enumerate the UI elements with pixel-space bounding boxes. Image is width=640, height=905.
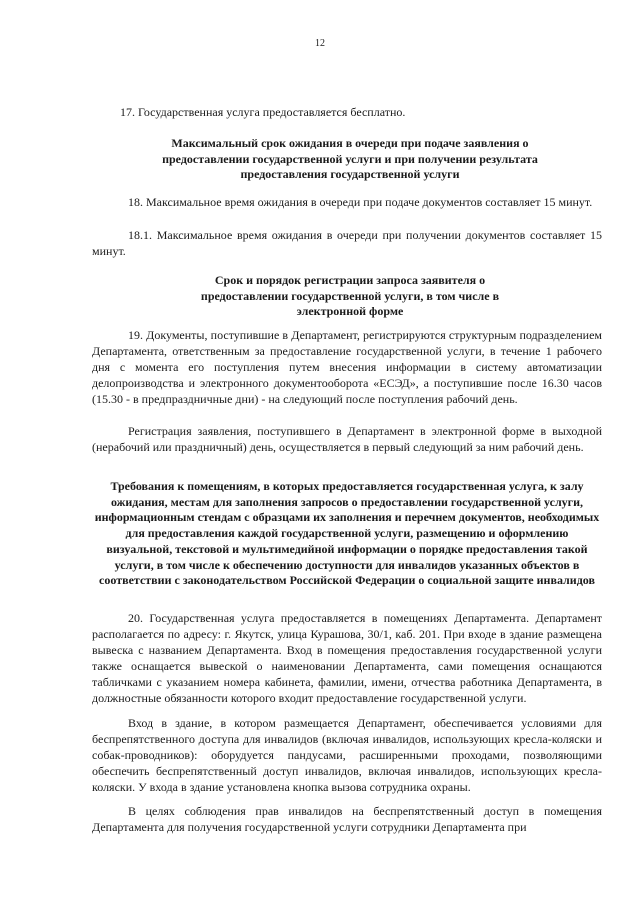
paragraph-17: 17. Государственная услуга предоставляется бесплатно. [120, 105, 406, 119]
paragraph-18-1: 18.1. Максимальное время ожидания в очереди при получении документов составляет 15 минут. [92, 228, 602, 258]
paragraph-20-entrance: Вход в здание, в котором размещается Департамент, обеспечивается условиями для беспрепятственного доступа для инвалидов (включая инвалидов, использующих кресла-коляски и собак-проводников): оборудуется пандусами, расширенными проходами, позволяющими обеспечить беспрепятственный доступ инвалидов, включая инвалидов, использующих кресла-коляски. У входа в здание установлена кнопка вызова сотрудника охраны. [92, 716, 602, 794]
paragraph-20: 20. Государственная услуга предоставляется в помещениях Департамента. Департамент располагается по адресу: г. Якутск, улица Курашова, 30/1, каб. 201. При входе в здание размещена вывеска с названием Департамента. Вход в помещения предоставления государственной услуги также оснащается вывеской о наименовании Департамента, сами помещения оснащаются табличками с указанием номера кабинета, фамилии, имени, отчества работника Департамента, в должностные обязанности которого входит предоставление государственной услуги. [92, 611, 602, 705]
paragraph-19: 19. Документы, поступившие в Департамент, регистрируются структурным подразделением Департамента, ответственным за предоставление государственной услуги, в течение 1 рабочего дня с момента его поступления путем внесения информации в систему автоматизации делопроизводства и электронного документооборота «ЕСЭД», а поступившие после 16.30 часов (15.30 - в предпраздничные дни) - на следующий после поступления рабочий день. [92, 328, 602, 406]
paragraph-18: 18. Максимальное время ожидания в очереди при подаче документов составляет 15 минут. [128, 195, 593, 209]
heading-premises-requirements: Требования к помещениям, в которых предоставляется государственная услуга, к залу ожидания, местам для заполнения запросов о предоставлении государственной услуги, информационным стендам с образцами их заполнения и перечнем документов, необходимых для предоставления каждой государственной услуги, размещению и оформлению визуальной, текстовой и мультимедийной информации о порядке предоставления такой услуги, в том числе к обеспечению доступности для инвалидов указанных объектов в соответствии с законодательством Российской Федерации о социальной защите инвалидов [94, 479, 600, 588]
paragraph-19-electronic: Регистрация заявления, поступившего в Департамент в электронной форме в выходной (нерабочий или праздничный) день, осуществляется в первый следующий за ним рабочий день. [92, 424, 602, 454]
heading-queue-wait-time: Максимальный срок ожидания в очереди при подаче заявления о предоставлении государственной услуги и при получении результата предоставления государственной услуги [162, 136, 538, 181]
page-number: 12 [315, 38, 325, 49]
paragraph-20-disability-rights: В целях соблюдения прав инвалидов на беспрепятственный доступ в помещения Департамента для получения государственной услуги сотрудники Департамента при [92, 804, 602, 834]
heading-registration: Срок и порядок регистрации запроса заявителя о предоставлении государственной услуги, в том числе в электронной форме [200, 273, 500, 318]
